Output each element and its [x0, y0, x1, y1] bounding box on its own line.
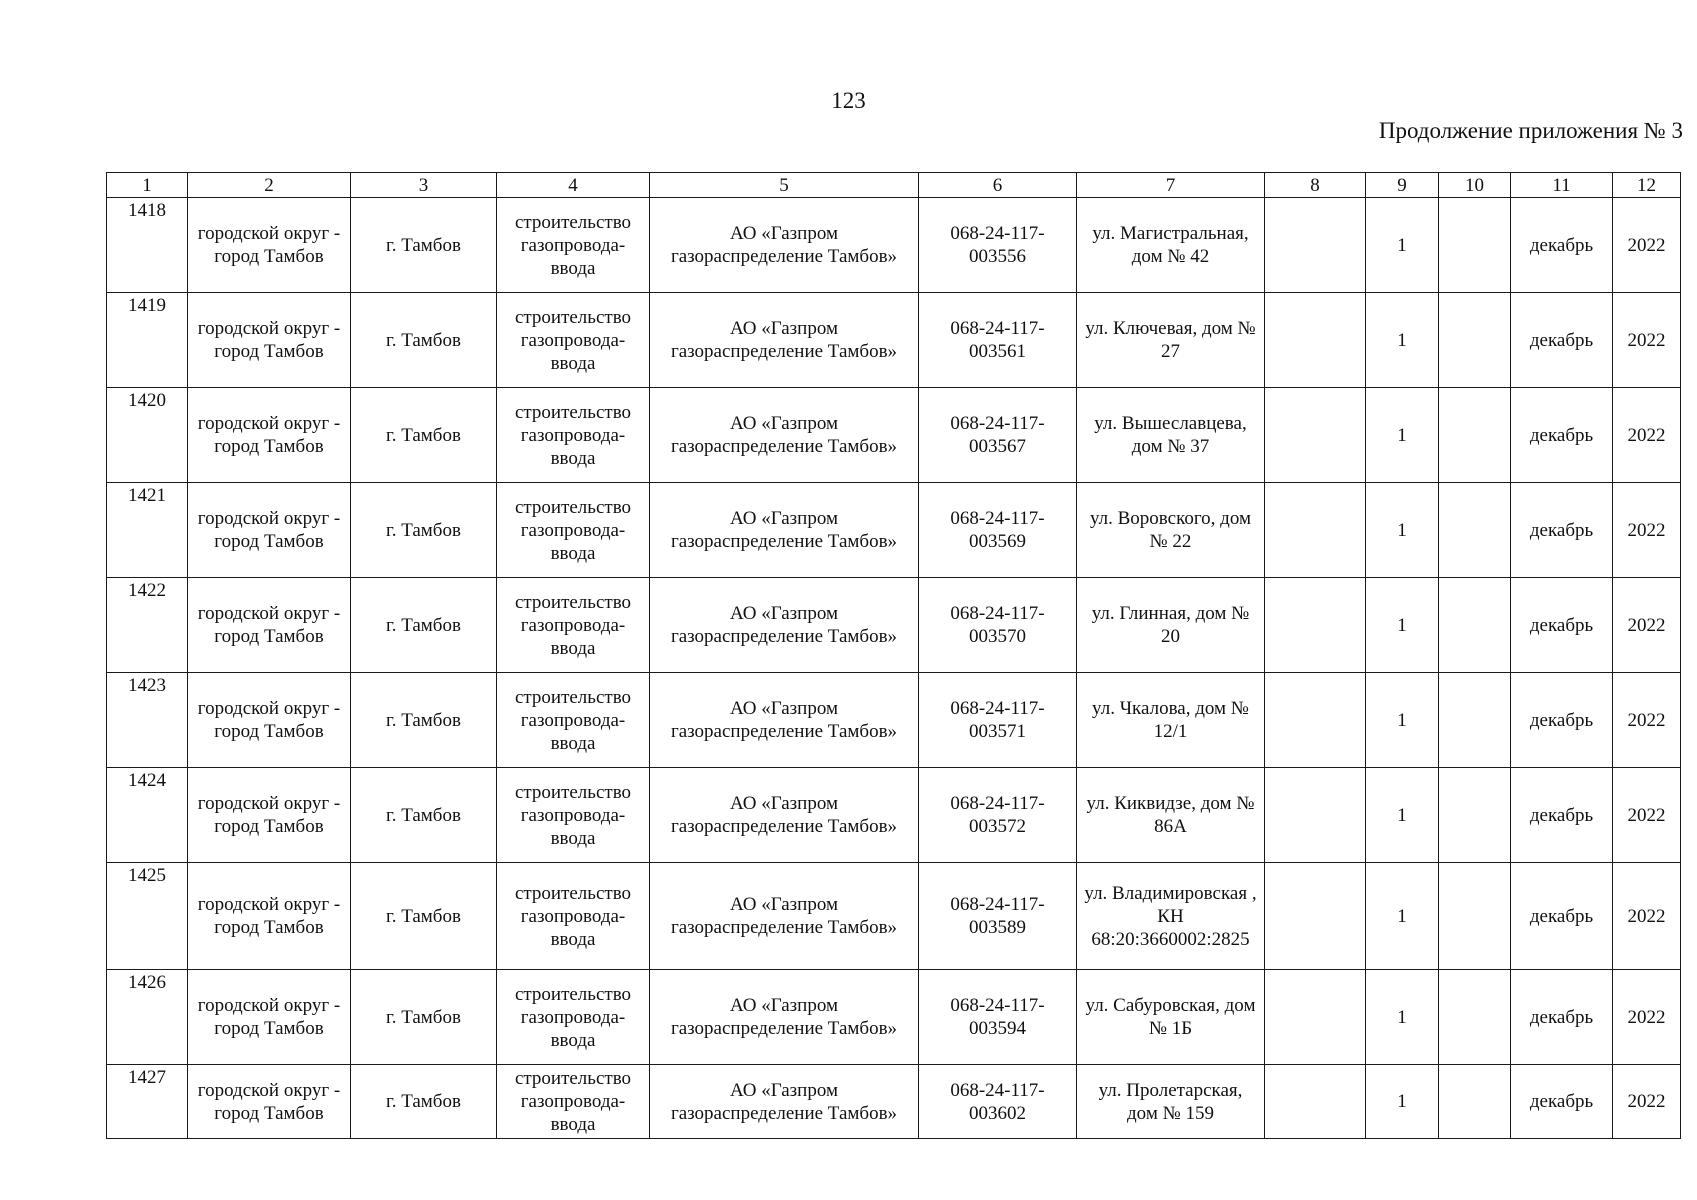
- cell-address: ул. Пролетарская, дом № 159: [1077, 1065, 1265, 1139]
- cell-code: 068-24-117-003556: [919, 198, 1077, 293]
- cell-col8: [1265, 970, 1366, 1065]
- cell-year: 2022: [1613, 388, 1681, 483]
- cell-number: 1427: [107, 1065, 188, 1139]
- cell-code: 068-24-117-003561: [919, 293, 1077, 388]
- cell-count: 1: [1366, 388, 1439, 483]
- column-header: 8: [1265, 173, 1366, 198]
- cell-count: 1: [1366, 1065, 1439, 1139]
- cell-count: 1: [1366, 673, 1439, 768]
- column-header: 11: [1511, 173, 1613, 198]
- cell-work: строительство газопровода-ввода: [497, 673, 650, 768]
- cell-code: 068-24-117-003589: [919, 863, 1077, 970]
- cell-organization: АО «Газпром газораспределение Тамбов»: [650, 198, 919, 293]
- cell-count: 1: [1366, 198, 1439, 293]
- cell-col10: [1439, 970, 1511, 1065]
- cell-organization: АО «Газпром газораспределение Тамбов»: [650, 768, 919, 863]
- cell-year: 2022: [1613, 768, 1681, 863]
- cell-locality: г. Тамбов: [351, 483, 497, 578]
- cell-work: строительство газопровода-ввода: [497, 483, 650, 578]
- cell-number: 1424: [107, 768, 188, 863]
- cell-col8: [1265, 293, 1366, 388]
- header-row: [107, 173, 1681, 198]
- cell-month: декабрь: [1511, 863, 1613, 970]
- cell-count: 1: [1366, 483, 1439, 578]
- cell-number: 1421: [107, 483, 188, 578]
- cell-district: городской округ - город Тамбов: [188, 388, 351, 483]
- cell-address: ул. Воровского, дом № 22: [1077, 483, 1265, 578]
- cell-number: 1418: [107, 198, 188, 293]
- column-header: 4: [497, 173, 650, 198]
- cell-number: 1423: [107, 673, 188, 768]
- cell-col10: [1439, 388, 1511, 483]
- cell-col10: [1439, 863, 1511, 970]
- page-number: 123: [831, 88, 866, 113]
- column-header: 5: [650, 173, 919, 198]
- cell-locality: г. Тамбов: [351, 970, 497, 1065]
- cell-organization: АО «Газпром газораспределение Тамбов»: [650, 293, 919, 388]
- cell-address: ул. Владимировская , КН 68:20:3660002:2825: [1077, 863, 1265, 970]
- cell-code: 068-24-117-003594: [919, 970, 1077, 1065]
- cell-locality: г. Тамбов: [351, 863, 497, 970]
- cell-year: 2022: [1613, 578, 1681, 673]
- column-header: 10: [1439, 173, 1511, 198]
- column-header: 12: [1613, 173, 1681, 198]
- cell-address: ул. Сабуровская, дом № 1Б: [1077, 970, 1265, 1065]
- cell-year: 2022: [1613, 863, 1681, 970]
- cell-work: строительство газопровода-ввода: [497, 768, 650, 863]
- cell-work: строительство газопровода-ввода: [497, 388, 650, 483]
- table-row: [107, 483, 1681, 578]
- cell-code: 068-24-117-003602: [919, 1065, 1077, 1139]
- cell-col10: [1439, 1065, 1511, 1139]
- cell-locality: г. Тамбов: [351, 768, 497, 863]
- column-header: 3: [351, 173, 497, 198]
- cell-locality: г. Тамбов: [351, 198, 497, 293]
- cell-year: 2022: [1613, 483, 1681, 578]
- table-row: [107, 388, 1681, 483]
- column-header: 6: [919, 173, 1077, 198]
- cell-district: городской округ - город Тамбов: [188, 863, 351, 970]
- cell-year: 2022: [1613, 198, 1681, 293]
- cell-address: ул. Ключевая, дом № 27: [1077, 293, 1265, 388]
- cell-col8: [1265, 483, 1366, 578]
- cell-col8: [1265, 578, 1366, 673]
- cell-year: 2022: [1613, 293, 1681, 388]
- cell-locality: г. Тамбов: [351, 388, 497, 483]
- cell-work: строительство газопровода-ввода: [497, 293, 650, 388]
- cell-district: городской округ - город Тамбов: [188, 970, 351, 1065]
- table-row: [107, 768, 1681, 863]
- cell-address: ул. Киквидзе, дом № 86А: [1077, 768, 1265, 863]
- table-row: [107, 863, 1681, 970]
- cell-col8: [1265, 198, 1366, 293]
- cell-month: декабрь: [1511, 293, 1613, 388]
- column-header: 1: [107, 173, 188, 198]
- cell-organization: АО «Газпром газораспределение Тамбов»: [650, 1065, 919, 1139]
- cell-month: декабрь: [1511, 578, 1613, 673]
- table-row: [107, 578, 1681, 673]
- cell-number: 1422: [107, 578, 188, 673]
- cell-month: декабрь: [1511, 483, 1613, 578]
- appendix-table-container: [106, 172, 1681, 1139]
- cell-locality: г. Тамбов: [351, 1065, 497, 1139]
- cell-address: ул. Магистральная, дом № 42: [1077, 198, 1265, 293]
- cell-locality: г. Тамбов: [351, 293, 497, 388]
- table-row: [107, 970, 1681, 1065]
- cell-month: декабрь: [1511, 768, 1613, 863]
- cell-col10: [1439, 673, 1511, 768]
- cell-district: городской округ - город Тамбов: [188, 293, 351, 388]
- cell-organization: АО «Газпром газораспределение Тамбов»: [650, 970, 919, 1065]
- cell-col8: [1265, 1065, 1366, 1139]
- cell-month: декабрь: [1511, 388, 1613, 483]
- cell-address: ул. Чкалова, дом № 12/1: [1077, 673, 1265, 768]
- cell-district: городской округ - город Тамбов: [188, 578, 351, 673]
- cell-month: декабрь: [1511, 673, 1613, 768]
- cell-district: городской округ - город Тамбов: [188, 673, 351, 768]
- cell-month: декабрь: [1511, 198, 1613, 293]
- cell-col10: [1439, 293, 1511, 388]
- table-row: [107, 293, 1681, 388]
- cell-organization: АО «Газпром газораспределение Тамбов»: [650, 578, 919, 673]
- appendix-caption: Продолжение приложения № 3: [1378, 118, 1683, 143]
- cell-count: 1: [1366, 768, 1439, 863]
- cell-number: 1425: [107, 863, 188, 970]
- cell-address: ул. Вышеславцева, дом № 37: [1077, 388, 1265, 483]
- cell-code: 068-24-117-003567: [919, 388, 1077, 483]
- cell-district: городской округ - город Тамбов: [188, 1065, 351, 1139]
- cell-work: строительство газопровода-ввода: [497, 863, 650, 970]
- cell-col8: [1265, 673, 1366, 768]
- cell-code: 068-24-117-003569: [919, 483, 1077, 578]
- cell-code: 068-24-117-003570: [919, 578, 1077, 673]
- cell-number: 1420: [107, 388, 188, 483]
- cell-code: 068-24-117-003571: [919, 673, 1077, 768]
- column-header: 2: [188, 173, 351, 198]
- cell-count: 1: [1366, 970, 1439, 1065]
- appendix-table: [106, 172, 1681, 1139]
- cell-year: 2022: [1613, 1065, 1681, 1139]
- cell-number: 1426: [107, 970, 188, 1065]
- cell-work: строительство газопровода-ввода: [497, 1065, 650, 1139]
- cell-work: строительство газопровода-ввода: [497, 578, 650, 673]
- cell-col8: [1265, 863, 1366, 970]
- cell-col10: [1439, 483, 1511, 578]
- cell-work: строительство газопровода-ввода: [497, 198, 650, 293]
- cell-count: 1: [1366, 863, 1439, 970]
- cell-code: 068-24-117-003572: [919, 768, 1077, 863]
- cell-col8: [1265, 388, 1366, 483]
- cell-district: городской округ - город Тамбов: [188, 768, 351, 863]
- cell-work: строительство газопровода-ввода: [497, 970, 650, 1065]
- cell-organization: АО «Газпром газораспределение Тамбов»: [650, 673, 919, 768]
- cell-col10: [1439, 768, 1511, 863]
- cell-locality: г. Тамбов: [351, 578, 497, 673]
- cell-year: 2022: [1613, 673, 1681, 768]
- cell-month: декабрь: [1511, 1065, 1613, 1139]
- cell-month: декабрь: [1511, 970, 1613, 1065]
- cell-district: городской округ - город Тамбов: [188, 198, 351, 293]
- cell-locality: г. Тамбов: [351, 673, 497, 768]
- cell-organization: АО «Газпром газораспределение Тамбов»: [650, 483, 919, 578]
- cell-col10: [1439, 578, 1511, 673]
- column-header: 7: [1077, 173, 1265, 198]
- column-header: 9: [1366, 173, 1439, 198]
- cell-organization: АО «Газпром газораспределение Тамбов»: [650, 863, 919, 970]
- cell-organization: АО «Газпром газораспределение Тамбов»: [650, 388, 919, 483]
- cell-count: 1: [1366, 293, 1439, 388]
- cell-year: 2022: [1613, 970, 1681, 1065]
- table-row: [107, 673, 1681, 768]
- cell-col10: [1439, 198, 1511, 293]
- cell-col8: [1265, 768, 1366, 863]
- cell-count: 1: [1366, 578, 1439, 673]
- table-row: [107, 198, 1681, 293]
- cell-address: ул. Глинная, дом № 20: [1077, 578, 1265, 673]
- cell-number: 1419: [107, 293, 188, 388]
- cell-district: городской округ - город Тамбов: [188, 483, 351, 578]
- table-row: [107, 1065, 1681, 1139]
